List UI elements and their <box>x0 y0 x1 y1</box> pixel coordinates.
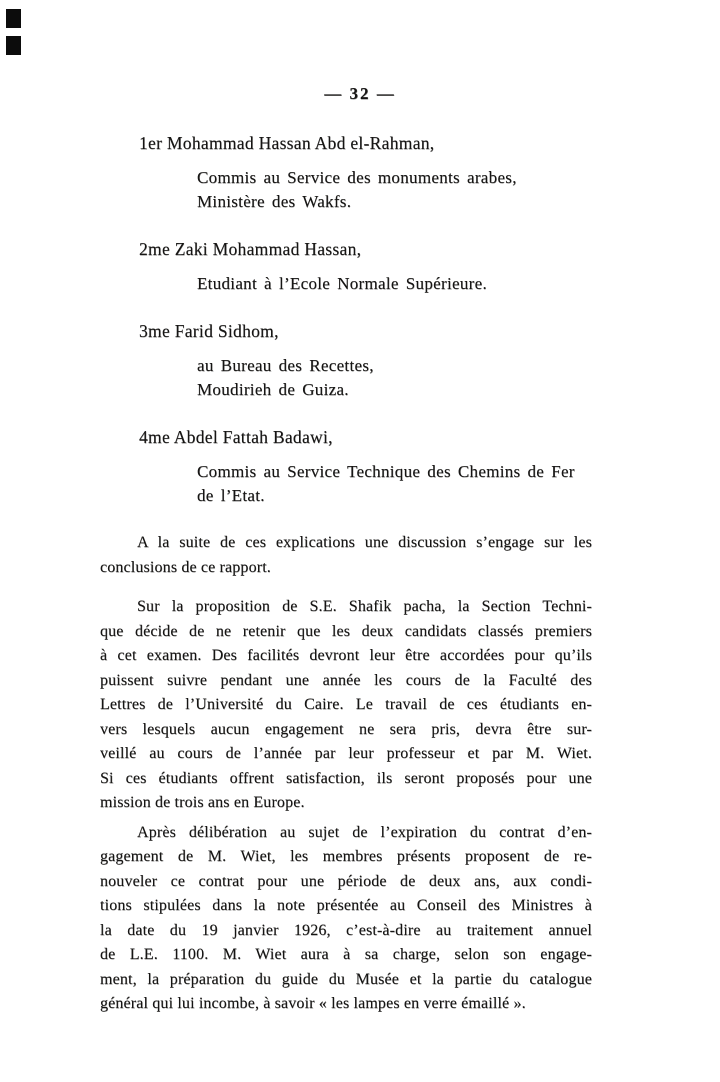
paragraph-line: Après délibération au sujet de l’expiration du contrat d’en- <box>137 823 592 841</box>
paragraph-line: général qui lui incombe, à savoir « les lampes en verre émaillé ». <box>100 995 526 1012</box>
candidate-rank-line: 4me Abdel Fattah Badawi, <box>139 427 333 447</box>
body-text <box>0 531 720 1017</box>
paragraph-line: veillé au cours de l’année par leur professeur et par M. Wiet. <box>100 745 592 762</box>
candidate-detail-line: Commis au Service Technique des Chemins de Fer <box>197 462 575 481</box>
paragraph-line: nouveler ce contrat pour une période de deux ans, aux condi- <box>100 872 592 890</box>
paragraph-line: conclusions de ce rapport. <box>100 558 271 576</box>
paragraph-line: vers lesquels aucun engagement ne sera pris, devra être sur- <box>100 720 592 738</box>
candidate-rank-line: 1er Mohammad Hassan Abd el-Rahman, <box>139 133 435 153</box>
candidate-details <box>0 460 720 508</box>
candidate-detail-line: de l’Etat. <box>197 486 265 505</box>
candidate-detail-line: Ministère des Wakfs. <box>197 192 352 211</box>
candidate-entry <box>0 238 720 296</box>
candidate-details <box>0 354 720 402</box>
candidate-detail-line: au Bureau des Recettes, <box>197 356 374 375</box>
candidate-rank-line: 3me Farid Sidhom, <box>139 321 279 341</box>
paragraph-line: puissent suivre pendant une année les cours de la Faculté des <box>100 671 592 689</box>
paragraph-line: Si ces étudiants offrent satisfaction, ils seront proposés pour une <box>100 769 592 787</box>
paragraph-line: Sur la proposition de S.E. Shafik pacha, la Section Techni- <box>137 598 592 615</box>
scan-artifact-mark-icon <box>6 9 21 28</box>
paragraph-line: tions stipulées dans la note présentée au Conseil des Ministres à <box>100 897 592 914</box>
scan-artifact-mark-icon <box>6 36 21 55</box>
paragraph-line: mission de trois ans en Europe. <box>100 794 305 811</box>
candidate-list <box>0 132 720 508</box>
candidate-detail-line: Moudirieh de Guiza. <box>197 380 349 399</box>
candidate-entry <box>0 132 720 214</box>
paragraph-line: A la suite de ces explications une discussion s’engage sur les <box>137 534 592 551</box>
candidate-rank-line: 2me Zaki Mohammad Hassan, <box>139 239 362 259</box>
page-number: — 32 — <box>324 84 396 103</box>
candidate-detail-line: Commis au Service des monuments arabes, <box>197 168 517 187</box>
paragraph-line: à cet examen. Des facilités devront leur être accordées pour qu’ils <box>100 647 592 664</box>
paragraph-line: Lettres de l’Université du Caire. Le travail de ces étudiants en- <box>100 696 592 713</box>
candidate-entry <box>0 426 720 508</box>
paragraph <box>100 595 592 816</box>
paragraph-line: gagement de M. Wiet, les membres présents proposent de re- <box>100 848 592 865</box>
candidate-entry <box>0 320 720 402</box>
candidate-details <box>0 166 720 214</box>
paragraph <box>100 821 592 1017</box>
candidate-detail-line: Etudiant à l’Ecole Normale Supérieure. <box>197 274 487 293</box>
paragraph <box>100 531 592 580</box>
paragraph-line: ment, la préparation du guide du Musée et la partie du catalogue <box>100 970 592 988</box>
paragraph-line: de L.E. 1100. M. Wiet aura à sa charge, selon son engage- <box>100 946 592 963</box>
paragraph-line: que décide de ne retenir que les deux candidats classés premiers <box>100 622 592 640</box>
paragraph-line: la date du 19 janvier 1926, c’est-à-dire au traitement annuel <box>100 921 592 939</box>
candidate-details <box>0 272 720 296</box>
